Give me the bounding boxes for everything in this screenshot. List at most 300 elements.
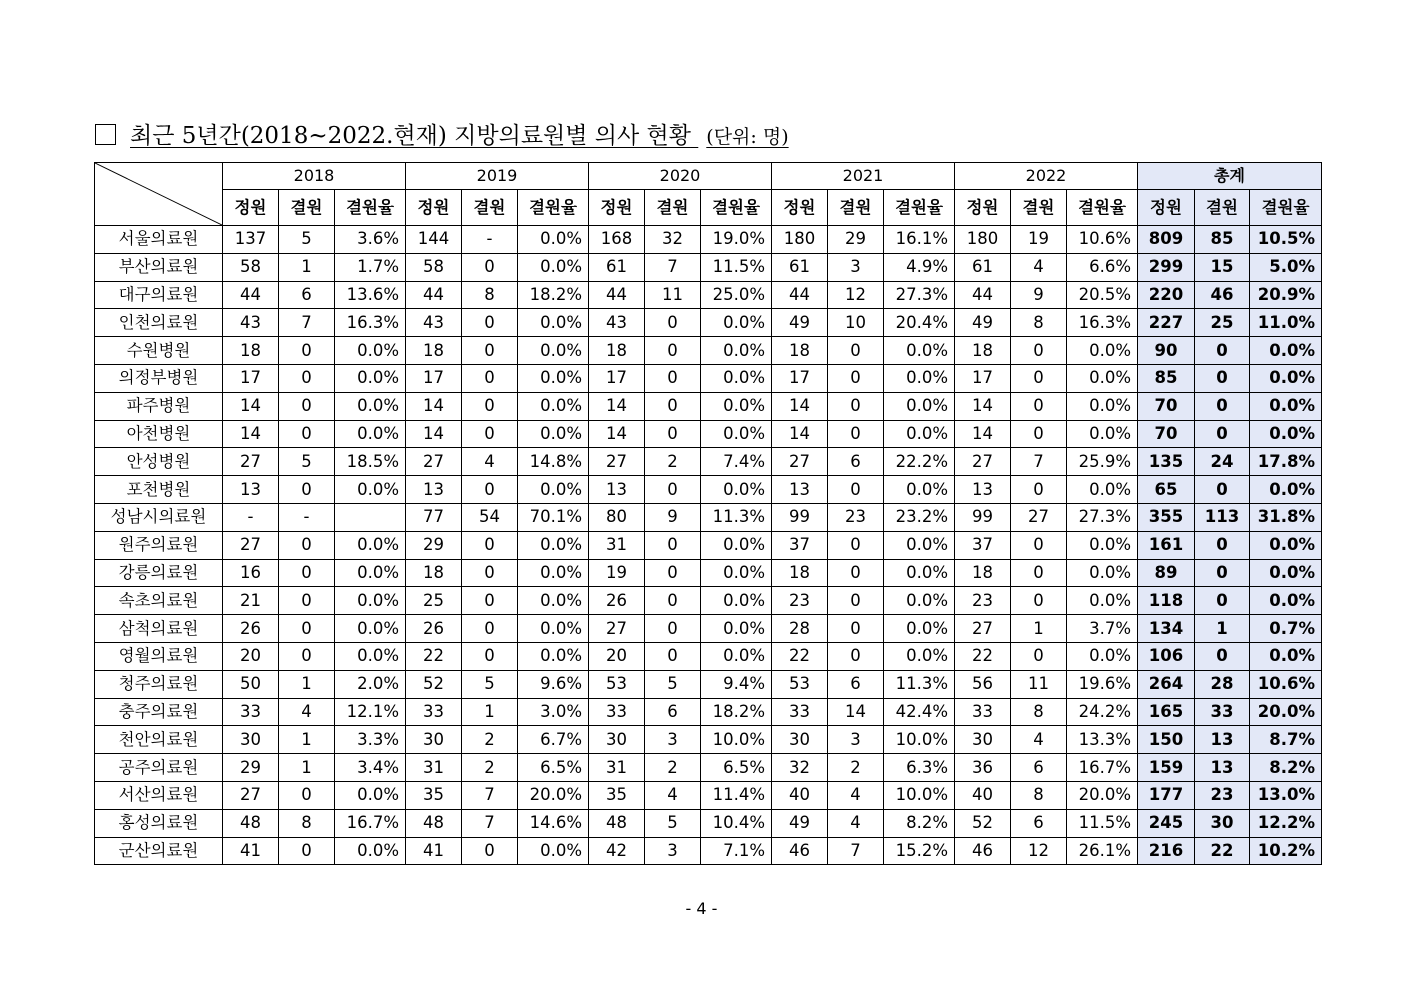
quota-cell: 46: [955, 837, 1011, 865]
vacancy-cell: 0: [828, 559, 884, 587]
vacancy-cell: 0: [462, 253, 518, 281]
vacancy-rate-cell: 0.0%: [884, 364, 955, 392]
vacancy-rate-cell: 22.2%: [884, 448, 955, 476]
total-quota-cell: 106: [1138, 642, 1195, 670]
vacancy-rate-cell: 0.0%: [518, 364, 589, 392]
vacancy-cell: 0: [279, 559, 335, 587]
quota-cell: 31: [406, 754, 462, 782]
quota-cell: 48: [406, 809, 462, 837]
total-quota-cell: 159: [1138, 754, 1195, 782]
quota-cell: 99: [955, 503, 1011, 531]
table-row: [95, 559, 1322, 587]
vacancy-cell: 5: [279, 226, 335, 254]
hospital-name: 서울의료원: [95, 226, 223, 254]
sub-header: 결원율: [335, 190, 406, 226]
table-row: [95, 392, 1322, 420]
vacancy-rate-cell: 0.0%: [518, 226, 589, 254]
vacancy-cell: 11: [645, 281, 701, 309]
sub-header: 결원율: [701, 190, 772, 226]
vacancy-rate-cell: 14.8%: [518, 448, 589, 476]
vacancy-cell: 6: [279, 281, 335, 309]
vacancy-rate-cell: 11.5%: [1067, 809, 1138, 837]
total-rate-cell: 0.0%: [1250, 531, 1322, 559]
vacancy-rate-cell: 0.0%: [701, 309, 772, 337]
title-text: 최근 5년간(2018~2022.현재) 지방의료원별 의사 현황: [130, 123, 691, 149]
hospital-name: 천안의료원: [95, 726, 223, 754]
vacancy-cell: 0: [1011, 642, 1067, 670]
vacancy-rate-cell: 0.0%: [335, 476, 406, 504]
total-vacancy-cell: 24: [1195, 448, 1250, 476]
quota-cell: 13: [406, 476, 462, 504]
vacancy-rate-cell: 10.4%: [701, 809, 772, 837]
vacancy-rate-cell: 7.1%: [701, 837, 772, 865]
quota-cell: 16: [223, 559, 279, 587]
quota-cell: 43: [589, 309, 645, 337]
vacancy-cell: 0: [462, 420, 518, 448]
vacancy-rate-cell: 6.5%: [518, 754, 589, 782]
vacancy-rate-cell: 0.0%: [701, 337, 772, 365]
vacancy-rate-cell: 0.0%: [518, 615, 589, 643]
vacancy-rate-cell: 8.2%: [884, 809, 955, 837]
quota-cell: 27: [223, 781, 279, 809]
vacancy-cell: 6: [1011, 754, 1067, 782]
total-quota-cell: 89: [1138, 559, 1195, 587]
vacancy-cell: 0: [279, 476, 335, 504]
year-header: 2021: [772, 163, 955, 190]
vacancy-cell: 8: [462, 281, 518, 309]
vacancy-rate-cell: 10.0%: [884, 726, 955, 754]
total-quota-cell: 134: [1138, 615, 1195, 643]
total-quota-cell: 220: [1138, 281, 1195, 309]
vacancy-rate-cell: 18.5%: [335, 448, 406, 476]
vacancy-rate-cell: 0.0%: [884, 559, 955, 587]
quota-cell: 52: [955, 809, 1011, 837]
diagonal-line-icon: [95, 163, 222, 225]
vacancy-rate-cell: 18.2%: [701, 698, 772, 726]
total-quota-cell: 216: [1138, 837, 1195, 865]
vacancy-rate-cell: 70.1%: [518, 503, 589, 531]
vacancy-rate-cell: 13.3%: [1067, 726, 1138, 754]
vacancy-rate-cell: 6.5%: [701, 754, 772, 782]
vacancy-rate-cell: 11.3%: [884, 670, 955, 698]
vacancy-rate-cell: 0.0%: [1067, 392, 1138, 420]
vacancy-cell: 4: [828, 809, 884, 837]
quota-cell: 29: [223, 754, 279, 782]
quota-cell: 32: [772, 754, 828, 782]
vacancy-rate-cell: 0.0%: [518, 476, 589, 504]
quota-cell: 13: [223, 476, 279, 504]
quota-cell: 18: [406, 559, 462, 587]
total-vacancy-cell: 0: [1195, 392, 1250, 420]
quota-cell: 27: [589, 448, 645, 476]
vacancy-cell: 0: [828, 531, 884, 559]
vacancy-rate-cell: 6.6%: [1067, 253, 1138, 281]
quota-cell: 42: [589, 837, 645, 865]
vacancy-cell: 0: [279, 420, 335, 448]
vacancy-rate-cell: 0.0%: [518, 587, 589, 615]
vacancy-cell: 5: [645, 670, 701, 698]
vacancy-cell: 7: [462, 809, 518, 837]
quota-cell: 44: [955, 281, 1011, 309]
vacancy-cell: 14: [828, 698, 884, 726]
vacancy-cell: 0: [828, 392, 884, 420]
table-row: [95, 448, 1322, 476]
quota-cell: 43: [223, 309, 279, 337]
quota-cell: 77: [406, 503, 462, 531]
vacancy-cell: 0: [645, 559, 701, 587]
year-header: 2020: [589, 163, 772, 190]
vacancy-cell: 12: [828, 281, 884, 309]
year-header-row: [95, 163, 1322, 190]
vacancy-rate-cell: 15.2%: [884, 837, 955, 865]
total-vacancy-cell: 25: [1195, 309, 1250, 337]
vacancy-cell: 11: [1011, 670, 1067, 698]
hospital-name: 강릉의료원: [95, 559, 223, 587]
total-vacancy-cell: 28: [1195, 670, 1250, 698]
vacancy-cell: 7: [1011, 448, 1067, 476]
vacancy-rate-cell: 27.3%: [884, 281, 955, 309]
vacancy-cell: 0: [279, 781, 335, 809]
vacancy-cell: 0: [1011, 392, 1067, 420]
total-vacancy-cell: 13: [1195, 754, 1250, 782]
vacancy-cell: 0: [279, 587, 335, 615]
sub-header: 결원율: [1250, 190, 1322, 226]
vacancy-cell: 0: [645, 476, 701, 504]
total-rate-cell: 10.2%: [1250, 837, 1322, 865]
quota-cell: 22: [772, 642, 828, 670]
table-row: [95, 281, 1322, 309]
vacancy-rate-cell: 16.7%: [335, 809, 406, 837]
vacancy-cell: 5: [279, 448, 335, 476]
hospital-name: 안성병원: [95, 448, 223, 476]
quota-cell: 52: [406, 670, 462, 698]
vacancy-cell: 0: [828, 642, 884, 670]
total-quota-cell: 161: [1138, 531, 1195, 559]
quota-cell: 35: [589, 781, 645, 809]
vacancy-rate-cell: 0.0%: [701, 559, 772, 587]
vacancy-rate-cell: 20.0%: [518, 781, 589, 809]
quota-cell: -: [223, 503, 279, 531]
hospital-name: 홍성의료원: [95, 809, 223, 837]
hospital-name: 충주의료원: [95, 698, 223, 726]
total-vacancy-cell: 0: [1195, 587, 1250, 615]
vacancy-cell: 4: [279, 698, 335, 726]
quota-cell: 44: [406, 281, 462, 309]
quota-cell: 44: [772, 281, 828, 309]
vacancy-rate-cell: 3.6%: [335, 226, 406, 254]
vacancy-rate-cell: 0.0%: [1067, 337, 1138, 365]
vacancy-cell: 0: [462, 559, 518, 587]
table-row: [95, 503, 1322, 531]
table-header: [95, 163, 1322, 226]
vacancy-rate-cell: 1.7%: [335, 253, 406, 281]
vacancy-cell: 8: [1011, 309, 1067, 337]
vacancy-cell: 6: [828, 448, 884, 476]
vacancy-rate-cell: 0.0%: [884, 337, 955, 365]
quota-cell: 28: [772, 615, 828, 643]
sub-header: 정원: [223, 190, 279, 226]
quota-cell: 33: [223, 698, 279, 726]
vacancy-rate-cell: 20.0%: [1067, 781, 1138, 809]
vacancy-cell: 10: [828, 309, 884, 337]
quota-cell: 41: [223, 837, 279, 865]
vacancy-cell: 0: [645, 531, 701, 559]
hospital-name: 포천병원: [95, 476, 223, 504]
hospital-name: 인천의료원: [95, 309, 223, 337]
total-quota-cell: 135: [1138, 448, 1195, 476]
total-vacancy-cell: 23: [1195, 781, 1250, 809]
vacancy-cell: 1: [1011, 615, 1067, 643]
vacancy-rate-cell: 9.6%: [518, 670, 589, 698]
vacancy-rate-cell: 12.1%: [335, 698, 406, 726]
quota-cell: 17: [955, 364, 1011, 392]
quota-cell: 14: [406, 392, 462, 420]
vacancy-cell: 8: [279, 809, 335, 837]
vacancy-rate-cell: 0.0%: [701, 420, 772, 448]
vacancy-rate-cell: 0.0%: [884, 392, 955, 420]
sub-header: 정원: [772, 190, 828, 226]
vacancy-cell: 8: [1011, 698, 1067, 726]
quota-cell: 180: [772, 226, 828, 254]
quota-cell: 29: [406, 531, 462, 559]
sub-header: 정원: [955, 190, 1011, 226]
hospital-name: 속초의료원: [95, 587, 223, 615]
table-row: [95, 809, 1322, 837]
vacancy-cell: 29: [828, 226, 884, 254]
title-unit: (단위: 명): [706, 126, 789, 148]
hospital-name: 의정부병원: [95, 364, 223, 392]
hospital-name: 청주의료원: [95, 670, 223, 698]
total-quota-cell: 177: [1138, 781, 1195, 809]
vacancy-cell: 0: [462, 309, 518, 337]
vacancy-rate-cell: 0.0%: [1067, 531, 1138, 559]
quota-cell: 20: [223, 642, 279, 670]
year-header: 2018: [223, 163, 406, 190]
hospital-name: 아천병원: [95, 420, 223, 448]
vacancy-cell: 0: [462, 615, 518, 643]
vacancy-cell: 0: [828, 420, 884, 448]
total-rate-cell: 0.0%: [1250, 559, 1322, 587]
quota-cell: 53: [772, 670, 828, 698]
vacancy-rate-cell: 0.0%: [335, 392, 406, 420]
vacancy-rate-cell: 0.0%: [335, 531, 406, 559]
quota-cell: 17: [406, 364, 462, 392]
sub-header: 결원: [645, 190, 701, 226]
vacancy-cell: 5: [462, 670, 518, 698]
vacancy-rate-cell: 0.0%: [1067, 364, 1138, 392]
vacancy-rate-cell: 0.0%: [518, 392, 589, 420]
vacancy-rate-cell: 11.5%: [701, 253, 772, 281]
vacancy-rate-cell: 27.3%: [1067, 503, 1138, 531]
quota-cell: 36: [955, 754, 1011, 782]
vacancy-cell: 3: [828, 726, 884, 754]
vacancy-rate-cell: 0.0%: [335, 781, 406, 809]
quota-cell: 13: [772, 476, 828, 504]
sub-header: 결원율: [518, 190, 589, 226]
total-rate-cell: 0.0%: [1250, 364, 1322, 392]
quota-cell: 21: [223, 587, 279, 615]
vacancy-rate-cell: 0.0%: [518, 531, 589, 559]
total-vacancy-cell: 0: [1195, 642, 1250, 670]
sub-header: 정원: [589, 190, 645, 226]
vacancy-rate-cell: 3.3%: [335, 726, 406, 754]
vacancy-cell: 0: [1011, 531, 1067, 559]
table-body: [95, 226, 1322, 865]
vacancy-rate-cell: 0.0%: [701, 642, 772, 670]
total-vacancy-cell: 0: [1195, 420, 1250, 448]
quota-cell: 61: [955, 253, 1011, 281]
total-quota-cell: 165: [1138, 698, 1195, 726]
table-row: [95, 226, 1322, 254]
sub-header: 결원: [828, 190, 884, 226]
total-rate-cell: 20.0%: [1250, 698, 1322, 726]
vacancy-rate-cell: 11.3%: [701, 503, 772, 531]
total-header: 총계: [1138, 163, 1322, 190]
vacancy-cell: 7: [279, 309, 335, 337]
vacancy-cell: 0: [645, 392, 701, 420]
quota-cell: 17: [589, 364, 645, 392]
quota-cell: 31: [589, 531, 645, 559]
total-quota-cell: 150: [1138, 726, 1195, 754]
quota-cell: 17: [772, 364, 828, 392]
hospital-name: 서산의료원: [95, 781, 223, 809]
vacancy-cell: 3: [645, 837, 701, 865]
quota-cell: 99: [772, 503, 828, 531]
vacancy-rate-cell: 25.0%: [701, 281, 772, 309]
total-quota-cell: 227: [1138, 309, 1195, 337]
quota-cell: 180: [955, 226, 1011, 254]
quota-cell: 27: [223, 448, 279, 476]
quota-cell: 53: [589, 670, 645, 698]
table-row: [95, 781, 1322, 809]
vacancy-rate-cell: 0.0%: [335, 642, 406, 670]
vacancy-cell: 0: [1011, 587, 1067, 615]
vacancy-cell: 0: [279, 531, 335, 559]
quota-cell: 14: [223, 420, 279, 448]
vacancy-cell: 0: [279, 337, 335, 365]
vacancy-cell: 0: [1011, 420, 1067, 448]
sub-header-row: [95, 190, 1322, 226]
total-vacancy-cell: 0: [1195, 364, 1250, 392]
table-row: [95, 476, 1322, 504]
vacancy-rate-cell: 25.9%: [1067, 448, 1138, 476]
vacancy-cell: -: [279, 503, 335, 531]
vacancy-cell: 6: [645, 698, 701, 726]
vacancy-cell: 4: [645, 781, 701, 809]
vacancy-rate-cell: 0.0%: [518, 559, 589, 587]
total-rate-cell: 11.0%: [1250, 309, 1322, 337]
quota-cell: 27: [955, 448, 1011, 476]
total-rate-cell: 17.8%: [1250, 448, 1322, 476]
quota-cell: 48: [223, 809, 279, 837]
quota-cell: 18: [955, 559, 1011, 587]
vacancy-cell: 0: [645, 364, 701, 392]
vacancy-rate-cell: 16.3%: [1067, 309, 1138, 337]
vacancy-rate-cell: 20.5%: [1067, 281, 1138, 309]
total-rate-cell: 8.2%: [1250, 754, 1322, 782]
table-row: [95, 364, 1322, 392]
table-row: [95, 531, 1322, 559]
vacancy-rate-cell: 3.7%: [1067, 615, 1138, 643]
page-number: - 4 -: [685, 899, 718, 918]
hospital-name: 공주의료원: [95, 754, 223, 782]
vacancy-rate-cell: 16.7%: [1067, 754, 1138, 782]
vacancy-rate-cell: 7.4%: [701, 448, 772, 476]
total-vacancy-cell: 0: [1195, 531, 1250, 559]
quota-cell: 14: [406, 420, 462, 448]
quota-cell: 144: [406, 226, 462, 254]
vacancy-rate-cell: 0.0%: [518, 420, 589, 448]
total-quota-cell: 65: [1138, 476, 1195, 504]
vacancy-cell: 0: [279, 364, 335, 392]
vacancy-rate-cell: 13.6%: [335, 281, 406, 309]
vacancy-cell: 3: [645, 726, 701, 754]
quota-cell: 18: [772, 559, 828, 587]
table-row: [95, 309, 1322, 337]
quota-cell: 19: [589, 559, 645, 587]
vacancy-rate-cell: 0.0%: [518, 642, 589, 670]
vacancy-cell: 1: [279, 253, 335, 281]
vacancy-cell: 7: [645, 253, 701, 281]
vacancy-cell: 32: [645, 226, 701, 254]
total-quota-cell: 118: [1138, 587, 1195, 615]
quota-cell: 23: [772, 587, 828, 615]
vacancy-cell: 0: [645, 642, 701, 670]
quota-cell: 37: [955, 531, 1011, 559]
total-rate-cell: 0.0%: [1250, 392, 1322, 420]
vacancy-rate-cell: 3.4%: [335, 754, 406, 782]
quota-cell: 26: [406, 615, 462, 643]
total-rate-cell: 0.0%: [1250, 420, 1322, 448]
quota-cell: 46: [772, 837, 828, 865]
total-vacancy-cell: 46: [1195, 281, 1250, 309]
vacancy-cell: 0: [462, 531, 518, 559]
hospital-name: 원주의료원: [95, 531, 223, 559]
hospital-name: 군산의료원: [95, 837, 223, 865]
vacancy-cell: 4: [828, 781, 884, 809]
sub-header: 결원: [1011, 190, 1067, 226]
vacancy-cell: 3: [828, 253, 884, 281]
vacancy-rate-cell: 0.0%: [335, 420, 406, 448]
sub-header: 결원율: [1067, 190, 1138, 226]
vacancy-cell: 0: [645, 587, 701, 615]
vacancy-rate-cell: 0.0%: [335, 559, 406, 587]
vacancy-rate-cell: 11.4%: [701, 781, 772, 809]
total-vacancy-cell: 0: [1195, 337, 1250, 365]
vacancy-cell: 0: [645, 337, 701, 365]
vacancy-rate-cell: 0.0%: [701, 615, 772, 643]
total-vacancy-cell: 85: [1195, 226, 1250, 254]
vacancy-rate-cell: 0.0%: [701, 476, 772, 504]
total-rate-cell: 0.0%: [1250, 476, 1322, 504]
document-title: [95, 117, 789, 147]
vacancy-cell: 0: [1011, 364, 1067, 392]
quota-cell: 14: [955, 392, 1011, 420]
vacancy-cell: 0: [462, 337, 518, 365]
quota-cell: 33: [772, 698, 828, 726]
vacancy-cell: 8: [1011, 781, 1067, 809]
vacancy-rate-cell: 2.0%: [335, 670, 406, 698]
vacancy-cell: 0: [279, 642, 335, 670]
quota-cell: 61: [589, 253, 645, 281]
vacancy-rate-cell: 16.3%: [335, 309, 406, 337]
vacancy-cell: 23: [828, 503, 884, 531]
vacancy-cell: 1: [279, 670, 335, 698]
vacancy-cell: 1: [279, 754, 335, 782]
vacancy-rate-cell: 3.0%: [518, 698, 589, 726]
vacancy-rate-cell: 14.6%: [518, 809, 589, 837]
total-vacancy-cell: 1: [1195, 615, 1250, 643]
